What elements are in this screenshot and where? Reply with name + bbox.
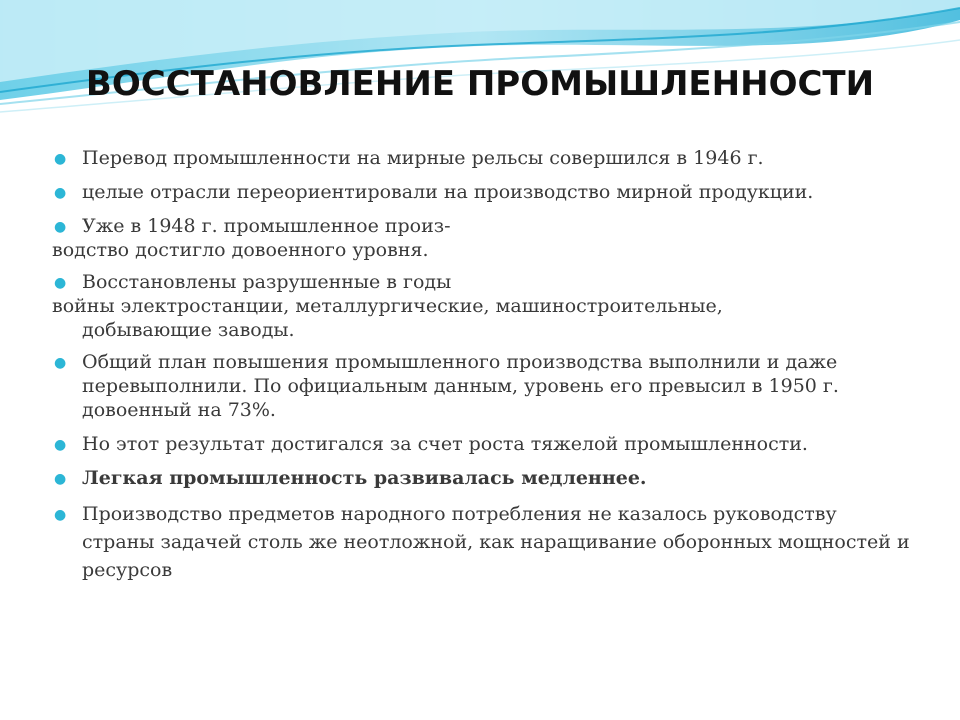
list-item-text: Общий план повышения промышленного производства выполнили и даже перевыполнили. По официальным данным, уровень его превысил в 1950 г. довоенный на 73%. [82, 351, 839, 421]
list-item [52, 214, 912, 238]
round-bullet-icon: ● [54, 185, 67, 201]
page-title: ВОССТАНОВЛЕНИЕ ПРОМЫШЛЕННОСТИ [85, 64, 875, 104]
list-item-text: Восстановлены разрушенные в годы [82, 271, 452, 293]
round-bullet-icon: ● [54, 219, 67, 235]
list-item [52, 350, 912, 422]
list-item [52, 180, 912, 204]
list-item [52, 500, 912, 584]
list-item-continuation-line: добывающие заводы. [82, 319, 295, 341]
round-bullet-icon: ● [54, 355, 67, 371]
list-item-text: Уже в 1948 г. промышленное произ- [82, 215, 451, 237]
list-item-continuation: водство достигло довоенного уровня. [52, 239, 429, 261]
list-item-text: Легкая промышленность развивалась медленнее. [82, 467, 647, 489]
list-item-text: целые отрасли переориентировали на производство мирной продукции. [82, 181, 814, 203]
list-item-continuation-line: войны электростанции, металлургические, машиностроительные, [52, 295, 723, 317]
list-item-continuation [52, 294, 912, 342]
bullet-list [52, 146, 912, 594]
list-item [52, 466, 912, 490]
round-bullet-icon: ● [54, 151, 67, 167]
round-bullet-icon: ● [54, 507, 67, 523]
list-item [52, 432, 912, 456]
round-bullet-icon: ● [54, 437, 67, 453]
list-item-text: Производство предметов народного потребления не казалось руководству страны задачей столь же неотложной, как наращивание оборонных мощностей и ресурсов [82, 503, 910, 581]
list-item-text: Перевод промышленности на мирные рельсы совершился в 1946 г. [82, 147, 764, 169]
list-item [52, 146, 912, 170]
list-item [52, 270, 912, 294]
list-item-text: Но этот результат достигался за счет роста тяжелой промышленности. [82, 433, 808, 455]
round-bullet-icon: ● [54, 471, 67, 487]
round-bullet-icon: ● [54, 275, 67, 291]
